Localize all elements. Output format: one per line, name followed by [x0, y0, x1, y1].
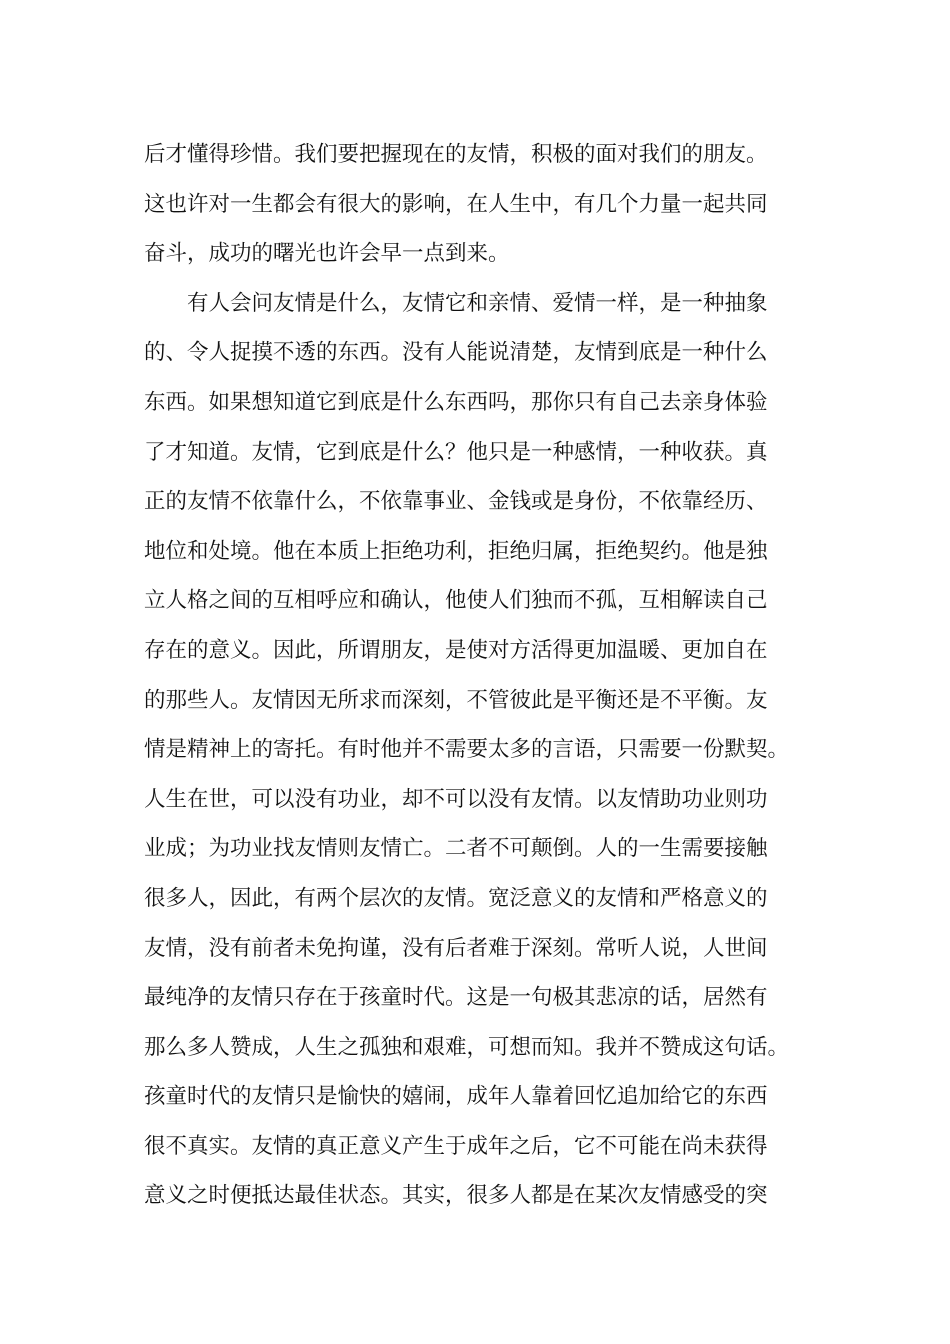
text-line: 业成；为功业找友情则友情亡。二者不可颠倒。人的一生需要接触 — [144, 836, 768, 862]
text-line: 地位和处境。他在本质上拒绝功利，拒绝归属，拒绝契约。他是独 — [144, 538, 768, 564]
text-line: 了才知道。友情，它到底是什么？他只是一种感情，一种收获。真 — [144, 439, 768, 465]
text-line: 立人格之间的互相呼应和确认，他使人们独而不孤，互相解读自己 — [144, 588, 768, 614]
text-line: 奋斗，成功的曙光也许会早一点到来。 — [144, 241, 510, 267]
text-line: 很不真实。友情的真正意义产生于成年之后，它不可能在尚未获得 — [144, 1133, 768, 1159]
text-line: 存在的意义。因此，所谓朋友，是使对方活得更加温暖、更加自在 — [144, 637, 768, 663]
text-line: 正的友情不依靠什么，不依靠事业、金钱或是身份，不依靠经历、 — [144, 489, 768, 515]
text-line: 最纯净的友情只存在于孩童时代。这是一句极其悲凉的话，居然有 — [144, 985, 768, 1011]
text-line: 人生在世，可以没有功业，却不可以没有友情。以友情助功业则功 — [144, 786, 768, 812]
text-line: 很多人，因此，有两个层次的友情。宽泛意义的友情和严格意义的 — [144, 885, 768, 911]
paragraph-2 — [144, 279, 809, 1221]
text-line: 孩童时代的友情只是愉快的嬉闹，成年人靠着回忆追加给它的东西 — [144, 1084, 768, 1110]
text-line: 后才懂得珍惜。我们要把握现在的友情，积极的面对我们的朋友。 — [144, 142, 768, 167]
text-line: 有人会问友情是什么，友情它和亲情、爱情一样，是一种抽象 — [187, 290, 768, 316]
text-line: 东西。如果想知道它到底是什么东西吗，那你只有自己去亲身体验 — [144, 389, 768, 415]
text-line: 的、令人捉摸不透的东西。没有人能说清楚，友情到底是一种什么 — [144, 340, 768, 366]
paragraph-1 — [144, 130, 809, 279]
text-line: 意义之时便抵达最佳状态。其实，很多人都是在某次友情感受的突 — [144, 1183, 768, 1209]
text-line: 那么多人赞成，人生之孤独和艰难，可想而知。我并不赞成这句话。 — [144, 1034, 790, 1060]
text-line: 的那些人。友情因无所求而深刻，不管彼此是平衡还是不平衡。友 — [144, 687, 768, 713]
text-line: 友情，没有前者未免拘谨，没有后者难于深刻。常听人说，人世间 — [144, 935, 768, 961]
body-text — [144, 130, 809, 1221]
text-line: 这也许对一生都会有很大的影响，在人生中，有几个力量一起共同 — [144, 191, 768, 217]
text-line: 情是精神上的寄托。有时他并不需要太多的言语，只需要一份默契。 — [144, 737, 790, 763]
